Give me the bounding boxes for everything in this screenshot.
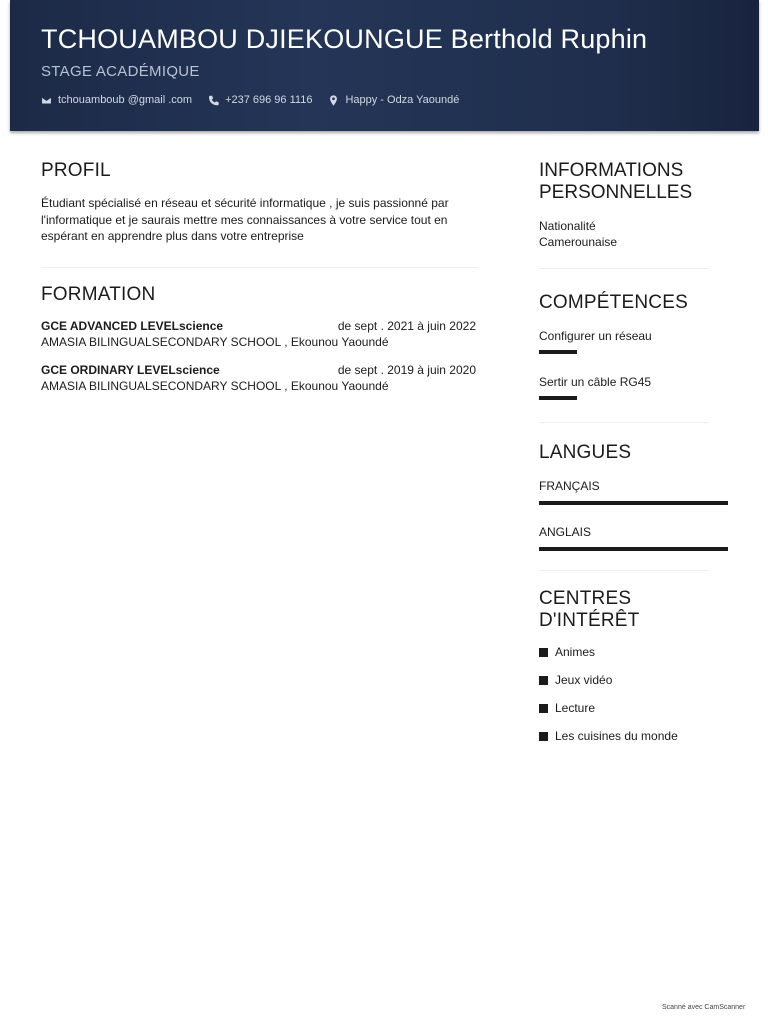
interests-title: CENTRES D'INTÉRÊT <box>539 588 640 631</box>
resume-header <box>10 0 759 131</box>
nationality-label: Nationalité <box>539 219 596 233</box>
skill-item <box>539 328 731 354</box>
language-label: FRANÇAIS <box>539 479 600 493</box>
education-school: AMASIA BILINGUALSECONDARY SCHOOL , Ekounou Yaoundé <box>41 334 389 349</box>
skill-level-bar <box>539 350 577 354</box>
nationality-value: Camerounaise <box>539 235 618 249</box>
square-bullet-icon <box>539 676 548 685</box>
contact-location <box>328 94 459 106</box>
skill-item <box>539 374 731 400</box>
section-divider <box>41 267 478 268</box>
skill-level-bar <box>539 396 577 400</box>
candidate-name: TCHOUAMBOU DJIEKOUNGUE Berthold Ruphin <box>41 24 648 54</box>
interest-label: Lecture <box>555 701 596 715</box>
location-text: Happy - Odza Yaoundé <box>345 94 460 106</box>
formation-title: FORMATION <box>41 283 156 305</box>
position-subtitle: STAGE ACADÉMIQUE <box>41 63 200 80</box>
education-degree: GCE ADVANCED LEVELscience <box>41 318 224 333</box>
main-column <box>41 160 478 394</box>
side-column <box>539 160 731 744</box>
interest-item <box>539 672 731 688</box>
profile-text: Étudiant spécialisé en réseau et sécurité informatique , je suis passionné par l'informatique et je saurais mettre mes connaissances à votre service tout en espérant en apprendre plus dans votre entreprise <box>41 196 449 243</box>
language-item <box>539 524 731 551</box>
email-text: tchouamboub @gmail .com <box>58 94 193 106</box>
contact-phone[interactable] <box>208 94 312 106</box>
education-item <box>41 318 476 350</box>
education-degree: GCE ORDINARY LEVELscience <box>41 362 220 377</box>
language-item <box>539 478 731 505</box>
section-divider <box>539 422 709 423</box>
interest-label: Les cuisines du monde <box>555 729 678 743</box>
section-divider <box>539 268 709 269</box>
education-school: AMASIA BILINGUALSECONDARY SCHOOL , Ekounou Yaoundé <box>41 378 389 393</box>
interest-label: Jeux vidéo <box>555 673 613 687</box>
formation-section <box>41 284 478 394</box>
language-level-bar <box>539 547 728 551</box>
skill-label: Sertir un câble RG45 <box>539 375 652 389</box>
interest-item <box>539 728 731 744</box>
section-divider <box>539 570 709 571</box>
personal-info-title <box>539 160 731 204</box>
personal-info-title-line1: INFORMATIONS <box>539 160 684 181</box>
skills-title: COMPÉTENCES <box>539 292 688 313</box>
education-item <box>41 362 476 394</box>
languages-title: LANGUES <box>539 442 632 463</box>
envelope-icon <box>41 95 52 106</box>
skill-label: Configurer un réseau <box>539 329 652 343</box>
phone-icon <box>208 95 219 106</box>
personal-info-title-line2: PERSONNELLES <box>539 182 693 203</box>
contact-bar <box>41 94 475 106</box>
interest-label: Animes <box>555 645 596 659</box>
interest-item <box>539 644 731 660</box>
contact-email[interactable] <box>41 94 192 106</box>
map-pin-icon <box>328 95 339 106</box>
language-label: ANGLAIS <box>539 525 592 539</box>
square-bullet-icon <box>539 704 548 713</box>
profile-title: PROFIL <box>41 160 111 181</box>
education-dates: de sept . 2021 à juin 2022 <box>337 318 476 333</box>
interest-item <box>539 700 731 716</box>
square-bullet-icon <box>539 732 548 741</box>
education-dates: de sept . 2019 à juin 2020 <box>337 362 476 377</box>
square-bullet-icon <box>539 648 548 657</box>
language-level-bar <box>539 501 728 505</box>
scanner-watermark: Scanné avec CamScanner <box>662 1004 746 1011</box>
phone-text: +237 696 96 1116 <box>225 94 313 106</box>
